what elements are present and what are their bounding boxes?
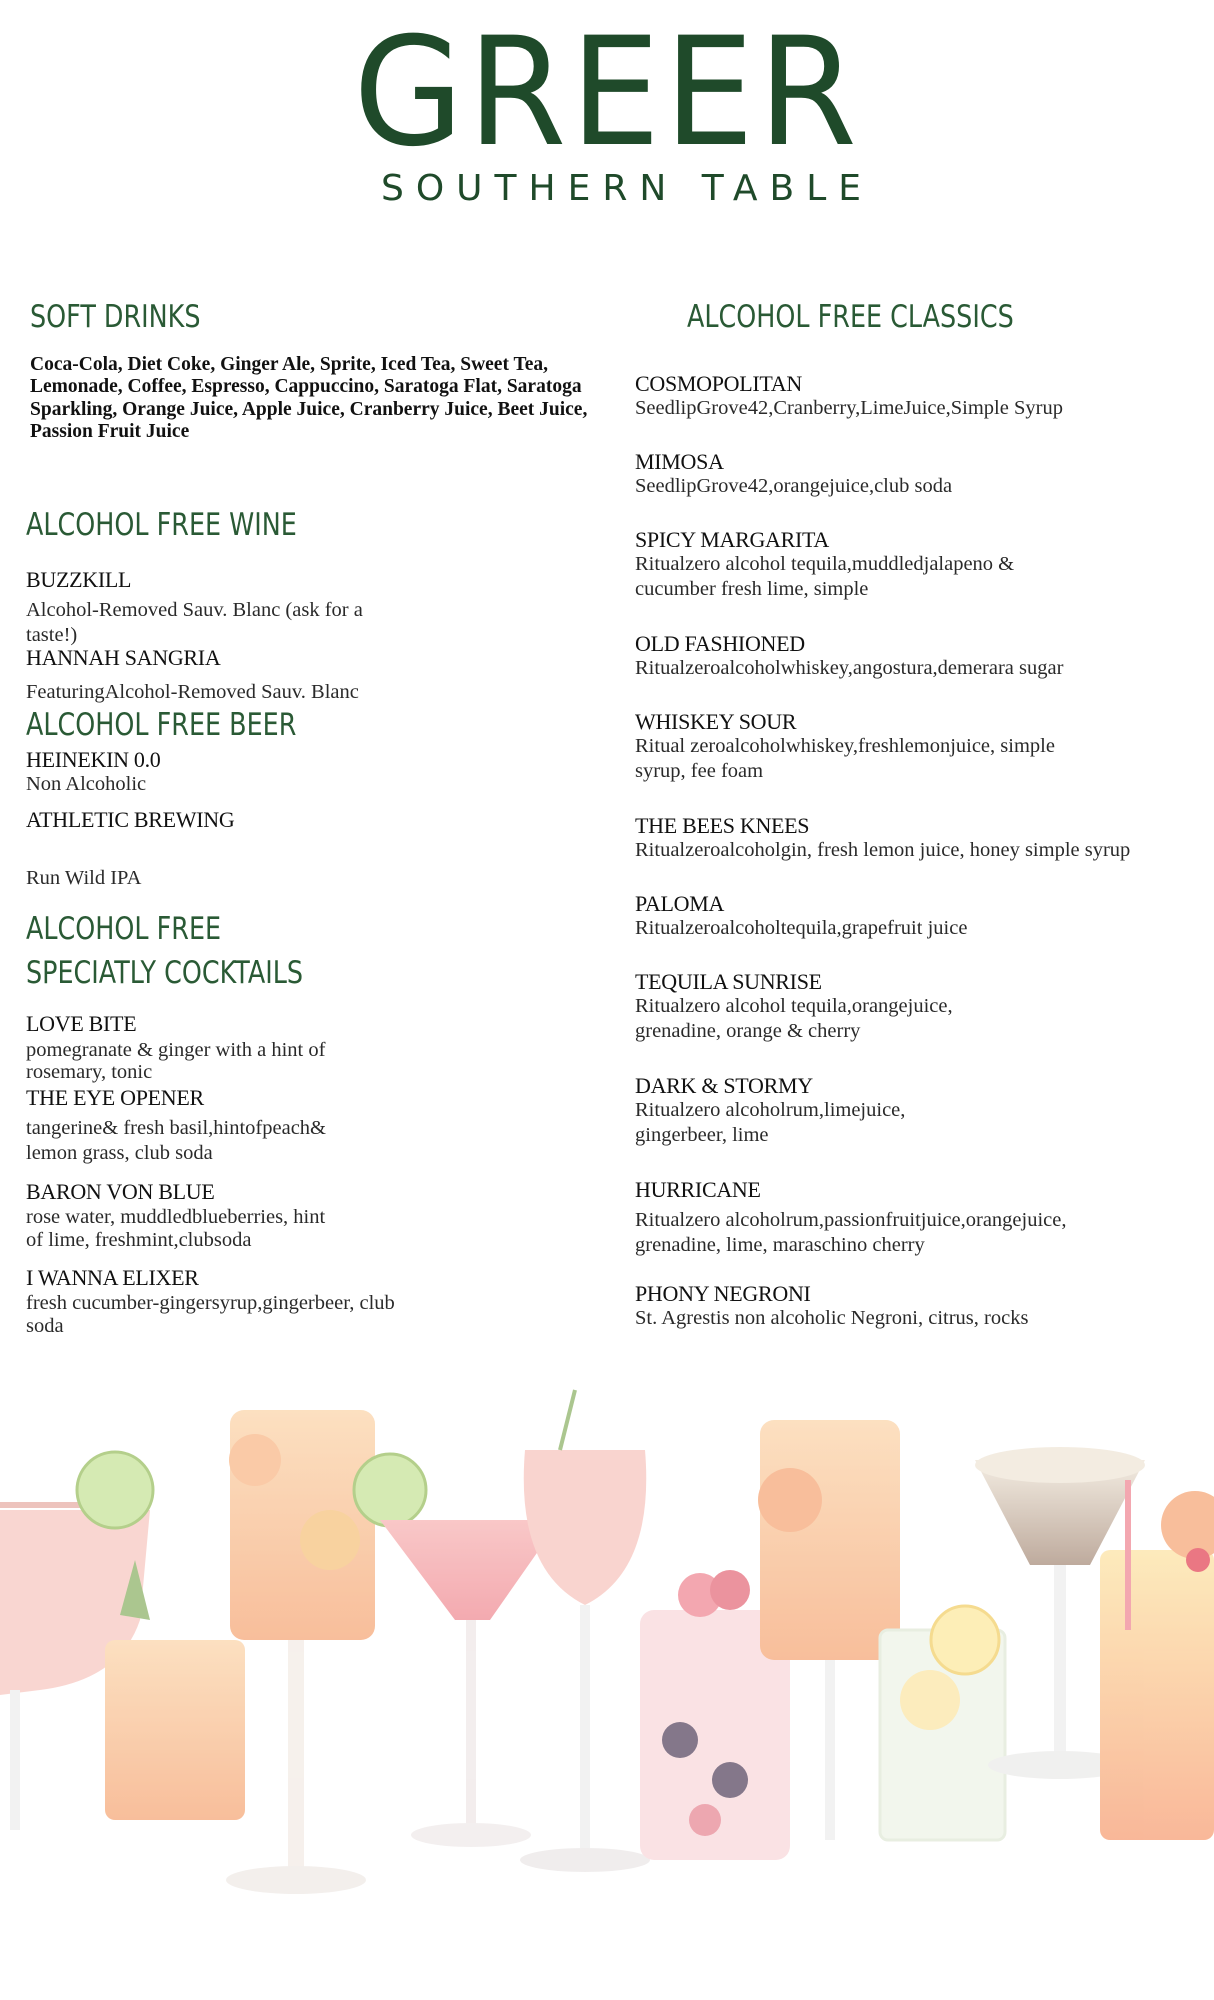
item-description: tangerine& fresh basil,hintofpeach& lemon grass, club soda — [26, 1117, 326, 1164]
menu-item — [635, 710, 1055, 783]
cocktails-section — [26, 911, 586, 1338]
item-name: HANNAH SANGRIA — [26, 645, 221, 670]
menu-item — [635, 632, 1205, 681]
item-name: MIMOSA — [635, 449, 724, 474]
item-name: LOVE BITE — [26, 1011, 137, 1036]
item-description: Alcohol-Removed Sauv. Blanc (ask for a taste!) — [26, 599, 363, 646]
item-description: Ritualzeroalcoholwhiskey,angostura,demerara sugar — [635, 657, 1064, 680]
menu-item — [26, 1012, 386, 1083]
menu-item — [635, 372, 1205, 421]
item-name: PHONY NEGRONI — [635, 1281, 811, 1306]
item-description: Ritualzero alcohol tequila,orangejuice, grenadine, orange & cherry — [635, 995, 953, 1042]
menu-item — [26, 1086, 366, 1165]
logo-subtitle: SOUTHERN TABLE — [380, 168, 874, 209]
menu-item — [635, 1282, 1205, 1331]
menu-item — [26, 1266, 406, 1338]
item-name: COSMOPOLITAN — [635, 371, 802, 396]
item-name: TEQUILA SUNRISE — [635, 969, 822, 994]
item-name: THE BEES KNEES — [635, 813, 810, 838]
item-name: THE EYE OPENER — [26, 1085, 204, 1110]
item-description: Ritualzero alcoholrum,passionfruitjuice,orangejuice, grenadine, lime, maraschino cherry — [635, 1209, 1067, 1256]
item-description: rose water, muddledblueberries, hint of lime, freshmint,clubsoda — [26, 1206, 326, 1252]
beer-section — [26, 707, 586, 890]
menu-item — [635, 528, 1065, 601]
item-description: Run Wild IPA — [26, 867, 142, 890]
item-description: Ritualzeroalcoholtequila,grapefruit juice — [635, 917, 968, 940]
item-name: SPICY MARGARITA — [635, 527, 830, 552]
menu-item — [26, 748, 160, 797]
item-name: I WANNA ELIXER — [26, 1265, 199, 1290]
menu-item — [26, 646, 406, 705]
wine-section — [26, 507, 586, 704]
item-name: DARK & STORMY — [635, 1073, 813, 1098]
item-name: ATHLETIC BREWING — [26, 807, 235, 832]
menu-item — [635, 1178, 1135, 1257]
classics-title: ALCOHOL FREE CLASSICS — [687, 299, 1014, 335]
beer-title: ALCOHOL FREE BEER — [26, 707, 297, 743]
item-name: HEINEKIN 0.0 — [26, 747, 161, 772]
logo-wordmark: GREER — [353, 6, 861, 180]
item-name: WHISKEY SOUR — [635, 709, 797, 734]
menu-item — [635, 1074, 945, 1147]
menu-item — [635, 892, 1205, 941]
item-description: FeaturingAlcohol-Removed Sauv. Blanc — [26, 681, 359, 704]
menu-item — [635, 814, 1205, 863]
menu-item — [635, 970, 1035, 1043]
item-description: pomegranate & ginger with a hint of rosemary, tonic — [26, 1039, 326, 1083]
item-description: SeedlipGrove42,orangejuice,club soda — [635, 475, 953, 498]
item-name: PALOMA — [635, 891, 725, 916]
soft-drinks-section — [30, 300, 600, 444]
item-name: OLD FASHIONED — [635, 631, 805, 656]
item-description: SeedlipGrove42,Cranberry,LimeJuice,Simple Syrup — [635, 397, 1063, 420]
item-description: fresh cucumber-gingersyrup,gingerbeer, club soda — [26, 1292, 395, 1338]
soft-drinks-title: SOFT DRINKS — [30, 299, 201, 335]
menu-item — [26, 1180, 336, 1252]
cocktails-title-line2: SPECIATLY COCKTAILS — [26, 954, 304, 991]
wine-title: ALCOHOL FREE WINE — [26, 507, 297, 543]
menu-item — [635, 450, 1205, 499]
item-name: BARON VON BLUE — [26, 1179, 215, 1204]
cocktails-title-line1: ALCOHOL FREE — [26, 911, 222, 947]
menu-item — [26, 808, 234, 891]
cocktails-illustration — [0, 1380, 1214, 2000]
item-description: Ritualzero alcohol tequila,muddledjalapeno & cucumber fresh lime, simple — [635, 553, 1015, 600]
item-name: HURRICANE — [635, 1177, 761, 1202]
item-description: Ritual zeroalcoholwhiskey,freshlemonjuice, simple syrup, fee foam — [635, 735, 1055, 782]
item-name: BUZZKILL — [26, 567, 132, 592]
item-description: Non Alcoholic — [26, 773, 147, 796]
menu-item — [26, 568, 406, 647]
item-description: Ritualzeroalcoholgin, fresh lemon juice, honey simple syrup — [635, 839, 1131, 862]
soft-drinks-list: Coca-Cola, Diet Coke, Ginger Ale, Sprite, Iced Tea, Sweet Tea, Lemonade, Coffee, Espresso, Cappuccino, Saratoga Flat, Saratoga Sparkling, Orange Juice, Apple Juice, Cranberry Juice, Beet Juice, Passion Fruit Juice — [30, 353, 588, 443]
item-description: Ritualzero alcoholrum,limejuice, gingerbeer, lime — [635, 1099, 906, 1146]
item-description: St. Agrestis non alcoholic Negroni, citrus, rocks — [635, 1307, 1029, 1330]
